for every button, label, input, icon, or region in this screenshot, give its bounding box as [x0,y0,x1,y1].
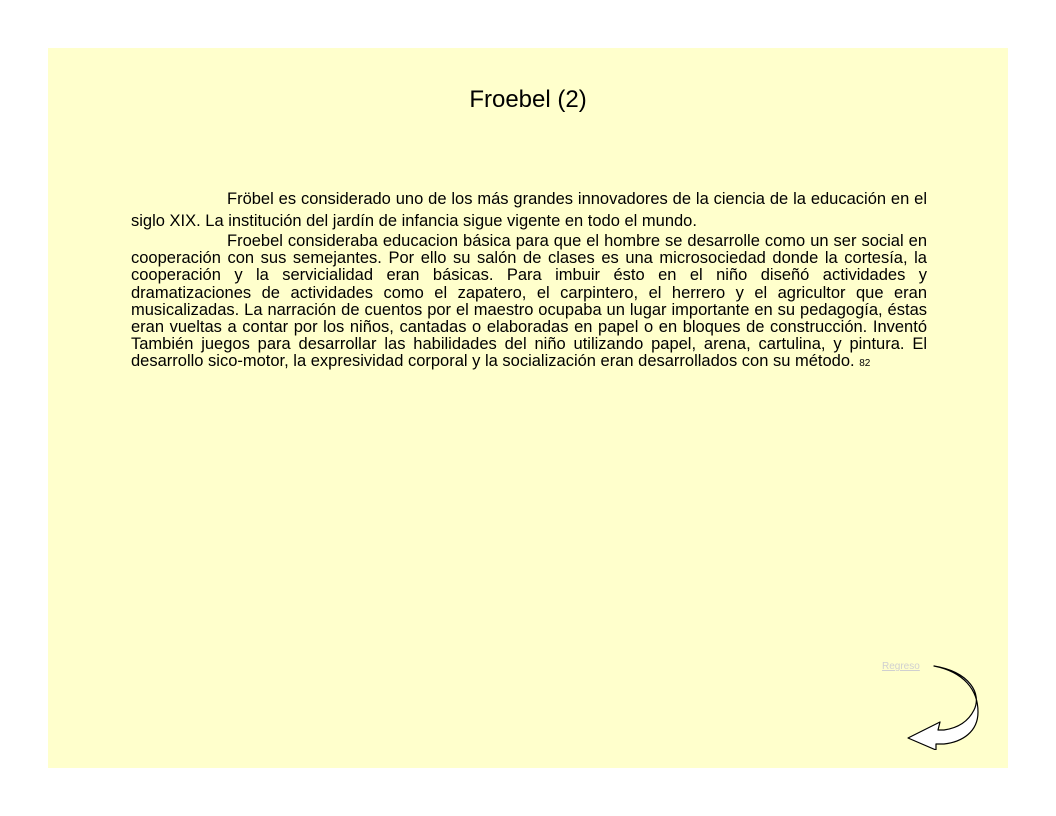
curved-return-arrow-icon[interactable] [878,660,980,750]
footnote-marker: 82 [859,358,871,370]
paragraph-1: Fröbel es considerado uno de los más grandes innovadores de la ciencia de la educación en el siglo XIX. La institución del jardín de infancia sigue vigente en todo el mundo. [131,190,927,230]
back-link[interactable]: Regreso [882,661,920,672]
body-text [131,188,927,373]
paragraph-2 [131,233,927,373]
slide-title: Froebel (2) [469,86,587,113]
paragraph-2-text: Froebel consideraba educacion básica para que el hombre se desarrolle como un ser social en cooperación con sus semejantes. Por ello su salón de clases es una microsociedad donde la cortesía, la cooperación y la servicialidad eran básicas. Para imbuir ésto en el niño diseñó actividades y dramatizaciones de actividades como el zapatero, el carpintero, el herrero y el agricultor que eran musicalizadas. La narración de cuentos por el maestro ocupaba un lugar importante en su pedagogía, éstas eran vueltas a contar por los niños, cantadas o elaboradas en papel o en bloques de construcción. Inventó También juegos para desarrollar las habilidades del niño utilizando papel, arena, cartulina, y pintura. El desarrollo sico-motor, la expresividad corporal y la socialización eran desarrollados con su método. [131,232,927,371]
slide [48,48,1008,768]
